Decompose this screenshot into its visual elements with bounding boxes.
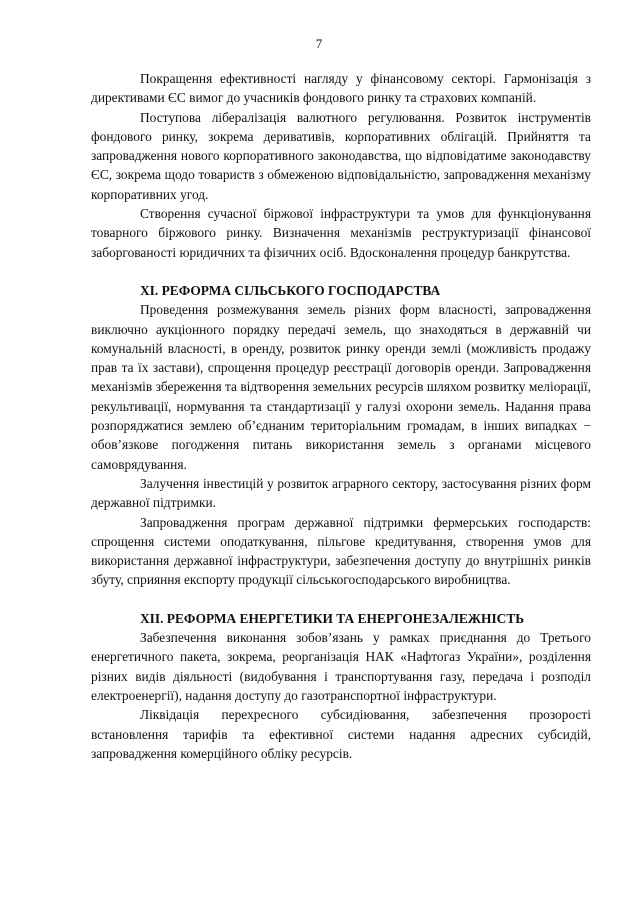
- paragraph-cross-subsidy: Ліквідація перехресного субсидіювання, забезпечення прозорості встановлення тарифів та ефективної системи надання адресних субсидій, запровадження комерційного обліку ресурсів.: [91, 707, 591, 761]
- paragraph-land-delimitation: Проведення розмежування земель різних форм власності, запровадження виключно аукціонного порядку передачі земель, що знаходяться в державній чи комунальній власності, в оренду, розвиток ринку оренди землі (можливість продажу прав та їх застави), спрощення процедур реєстрації договорів оренди. Запровадження механізмів збереження та відтворення земельних ресурсів шляхом розвитку меліорації, рекультивації, нормування та стандартизації у галузі охорони земель. Надання права розпоряджатися землею об’єднаним територіальним громадам, в інших випадках − обов’язкове погодження питань використання земель з органами місцевого самоврядування.: [91, 302, 591, 472]
- page-content: [91, 69, 591, 763]
- section-heading-agriculture: XI. РЕФОРМА СІЛЬСЬКОГО ГОСПОДАРСТВА: [140, 282, 441, 298]
- paragraph-currency-liberalization: Поступова лібералізація валютного регулювання. Розвиток інструментів фондового ринку, зокрема деривативів, корпоративних облігацій. Прийняття та запровадження нового корпоративного законодавства, що відповідатиме законодавству ЄС, зокрема щодо товариств з обмеженою відповідальністю, запровадження механізму корпоративних угод.: [91, 109, 591, 202]
- section-heading-energy: XII. РЕФОРМА ЕНЕРГЕТИКИ ТА ЕНЕРГОНЕЗАЛЕЖНІСТЬ: [140, 610, 525, 626]
- paragraph-farmer-support: Запровадження програм державної підтримки фермерських господарств: спрощення системи оподаткування, пільгове кредитування, створення умов для використання державної інфраструктури, забезпечення доступу до внутрішніх ринків збуту, сприяння експорту продукції сільськогосподарського виробництва.: [91, 514, 591, 588]
- paragraph-financial-supervision: Покращення ефективності нагляду у фінансовому секторі. Гармонізація з директивами ЄС вимог до учасників фондового ринку та страхових компаній.: [91, 71, 591, 106]
- paragraph-third-energy-package: Забезпечення виконання зобов’язань у рамках приєднання до Третього енергетичного пакета, зокрема, реорганізація НАК «Нафтогаз України», розділення різних видів діяльності (видобування і транспортування газу, передача і розподіл електроенергії), надання доступу до газотранспортної інфраструктури.: [91, 630, 591, 703]
- paragraph-exchange-infrastructure: Створення сучасної біржової інфраструктури та умов для функціонування товарного біржового ринку. Визначення механізмів реструктуризації фінансової заборгованості юридичних та фізичних осіб. Вдосконалення процедур банкрутства.: [91, 206, 591, 260]
- paragraph-agri-investment: Залучення інвестицій у розвиток аграрного сектору, застосування різних форм державної підтримки.: [91, 475, 591, 511]
- page-number: 7: [315, 36, 323, 51]
